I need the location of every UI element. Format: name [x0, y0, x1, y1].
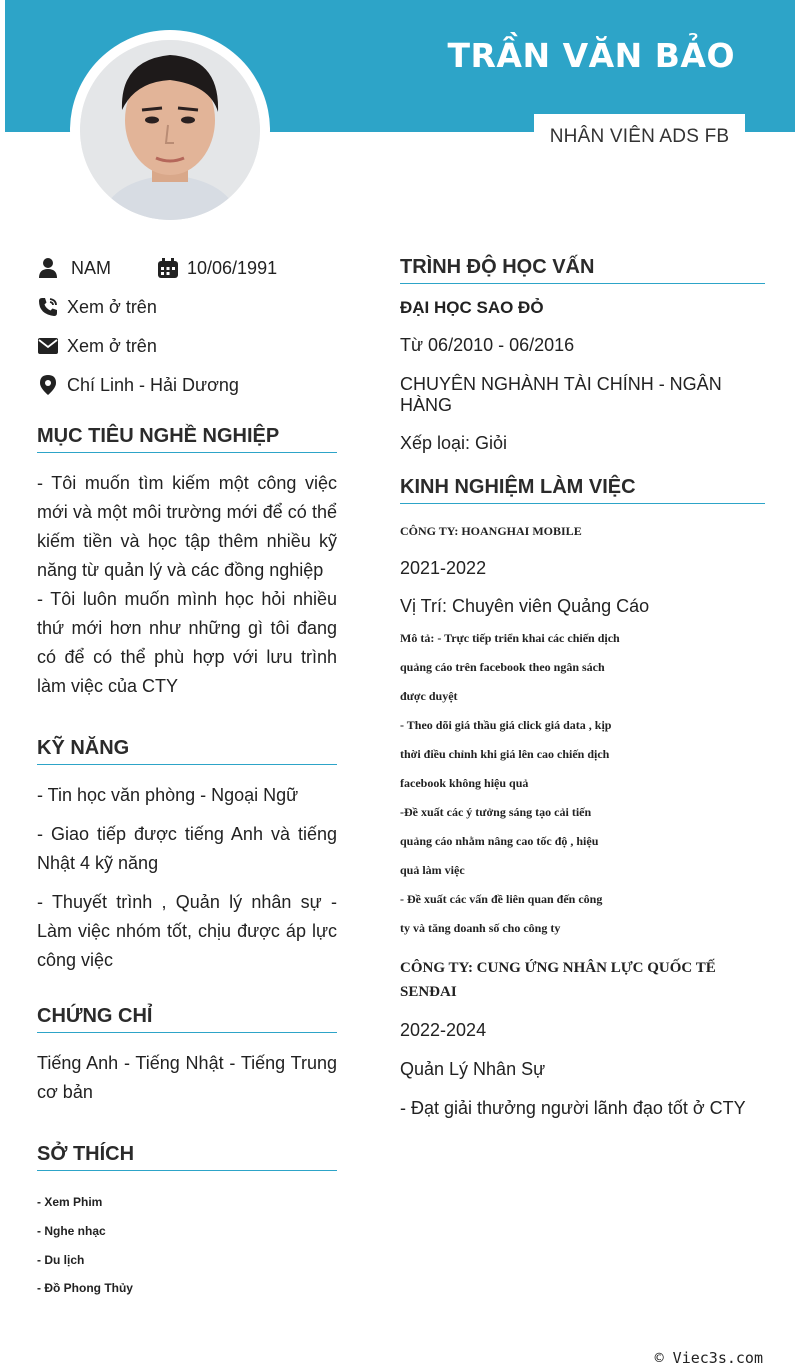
certificates-heading: CHỨNG CHỈ — [37, 1005, 337, 1033]
candidate-name: TRẦN VĂN BẢO — [447, 36, 735, 75]
description-line: được duyệt — [400, 689, 458, 703]
job-entry — [400, 524, 765, 950]
skill-item: - Thuyết trình , Quản lý nhân sự - Làm việc nhóm tốt, chịu được áp lực công việc — [37, 892, 337, 970]
email-row — [37, 327, 337, 365]
description-line: thời điều chỉnh khi giá lên cao chiến dịch — [400, 747, 610, 761]
email-value: Xem ở trên — [67, 335, 157, 356]
avatar — [80, 40, 260, 220]
education-heading: TRÌNH ĐỘ HỌC VẤN — [400, 256, 765, 284]
job-title-box — [534, 114, 745, 164]
skills-heading: KỸ NĂNG — [37, 737, 337, 765]
description-line: facebook không hiệu quả — [400, 776, 529, 790]
job-role: Quản Lý Nhân Sự — [400, 1059, 546, 1079]
description-line: quảng cáo trên facebook theo ngân sách — [400, 660, 605, 674]
person-icon — [37, 257, 59, 279]
description-line: quả làm việc — [400, 863, 465, 877]
company-name: CÔNG TY: CUNG ỨNG NHÂN LỰC QUỐC TẾ SENĐAI — [400, 960, 716, 1000]
avatar-frame — [70, 30, 270, 230]
experience-heading: KINH NGHIỆM LÀM VIỆC — [400, 476, 765, 504]
company-name: CÔNG TY: HOANGHAI MOBILE — [400, 524, 582, 538]
portrait-photo — [80, 40, 260, 220]
education-grade: Xếp loại: Giỏi — [400, 433, 508, 453]
envelope-icon — [37, 335, 59, 357]
job-description — [400, 631, 765, 950]
hobby-item: - Xem Phim — [37, 1195, 103, 1209]
gender-value: NAM — [71, 257, 111, 278]
job-years: 2022-2024 — [400, 1020, 487, 1040]
right-column — [400, 250, 765, 1119]
description-line: quảng cáo nhằm nâng cao tốc độ , hiệu — [400, 834, 599, 848]
job-title: NHÂN VIÊN ADS FB — [549, 126, 730, 147]
job-achievement: - Đạt giải thưởng người lãnh đạo tốt ở CTY — [400, 1098, 746, 1118]
description-line: - Theo dõi giá thầu giá click giá data , kịp — [400, 718, 612, 732]
footer-credit: © Viec3s.com — [654, 1349, 763, 1367]
job-entry — [400, 956, 765, 1119]
phone-icon — [37, 296, 59, 318]
location-pin-icon — [37, 374, 59, 396]
description-line: - Đề xuất các vấn đề liên quan đến công — [400, 892, 603, 906]
hobby-item: - Đồ Phong Thủy — [37, 1281, 133, 1295]
skill-item: - Giao tiếp được tiếng Anh và tiếng Nhật 4 kỹ năng — [37, 824, 337, 873]
skill-item: - Tin học văn phòng - Ngoại Ngữ — [37, 785, 299, 805]
objective-heading: MỤC TIÊU NGHỀ NGHIỆP — [37, 425, 337, 453]
phone-row — [37, 287, 337, 327]
job-years: 2021-2022 — [400, 558, 487, 578]
school-name: ĐẠI HỌC SAO ĐỎ — [400, 298, 544, 317]
certificates-text: Tiếng Anh - Tiếng Nhật - Tiếng Trung cơ bản — [37, 1053, 337, 1102]
education-period: Từ 06/2010 - 06/2016 — [400, 335, 575, 355]
description-line: ty và tăng doanh số cho công ty — [400, 921, 561, 935]
address-value: Chí Linh - Hải Dương — [67, 374, 239, 395]
hobby-item: - Nghe nhạc — [37, 1224, 106, 1238]
education-major: CHUYÊN NGHÀNH TÀI CHÍNH - NGÂN HÀNG — [400, 374, 722, 415]
description-line: -Đề xuất các ý tưởng sáng tạo cải tiến — [400, 805, 592, 819]
objective-text: - Tôi muốn tìm kiếm một công việc mới và một môi trường mới để có thể kiếm tiền và học tập thêm nhiều kỹ năng từ quản lý và các đồng nghiệp - Tôi luôn muốn mình học hỏi nhiều thứ mới hơn như những gì tôi đang có để có thể phù hợp với lưu trình làm việc của CTY — [37, 473, 337, 696]
dob-value: 10/06/1991 — [187, 257, 278, 278]
address-row — [37, 365, 337, 405]
hobby-item: - Du lịch — [37, 1253, 85, 1267]
calendar-icon — [157, 257, 179, 279]
job-role: Vị Trí: Chuyên viên Quảng Cáo — [400, 596, 650, 616]
left-column — [37, 250, 337, 1309]
gender-dob-row — [37, 250, 337, 286]
hobbies-heading: SỞ THÍCH — [37, 1143, 337, 1171]
description-line: Mô tả: - Trực tiếp triển khai các chiến dịch — [400, 631, 620, 645]
phone-value: Xem ở trên — [67, 296, 157, 317]
